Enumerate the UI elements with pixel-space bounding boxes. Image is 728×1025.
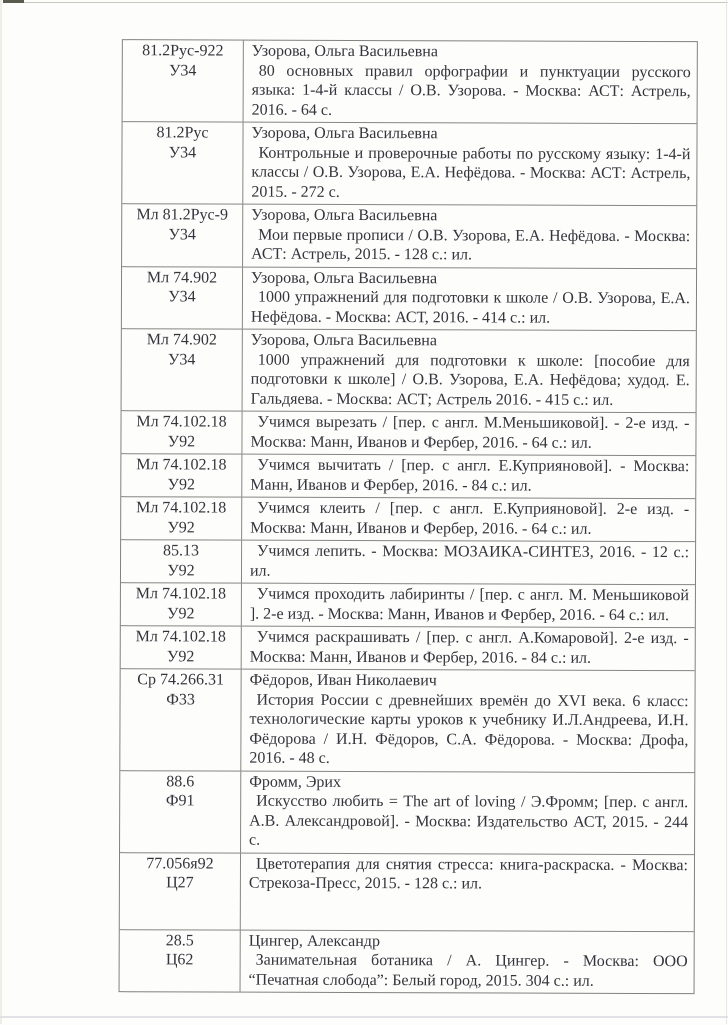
entry-author: Цингер, Александр [248,932,380,950]
entry-cell [243,330,696,413]
entry-description: Контрольные и проверочные работы по русскому языку: 1-4-й классы / О.В. Узорова, Е.А. Нефёдова. - Москва: АСТ: Астрель, 2015. - 272 с. [251,144,691,201]
entry-cell [242,627,695,671]
call-class: 28.5 [165,931,194,949]
entry-author: Узорова, Ольга Васильевна [251,124,438,143]
entry-description: Цветотерапия для снятия стресса: книга-раскраска. - Москва: Стрекоза-Пресс, 2015. - 128 с.: ил. [248,855,689,893]
entry-author: Узорова, Ольга Васильевна [251,206,438,225]
entry-cell [243,267,696,330]
table-row [122,122,696,206]
call-number-cell [121,540,242,582]
entry-cell [241,670,694,772]
entry-description: Искусство любить = The art of loving / Э.Фромм; [пер. с англ. А.В. Александровой]. - Москва: Издательство АСТ, 2015. - 244 с. [249,792,689,849]
table-row [120,669,694,773]
table-row [122,267,696,332]
call-author-mark: У92 [167,475,195,493]
entry-cell [243,123,696,206]
scan-edge-artifact [3,0,24,3]
call-number-cell [120,853,241,929]
scan-edge-artifact [0,1016,728,1018]
entry-description: Учимся вырезать / [пер. с англ. М.Меньшиковой]. - 2-е изд. - Москва: Манн, Иванов и Фербер, 2016. - 64 с.: ил. [250,413,690,452]
call-number-cell [122,267,243,329]
scan-edge-artifact [18,2,728,3]
entry-cell [242,541,695,585]
call-author-mark: У34 [168,350,196,368]
table-row [120,853,694,932]
call-class: Мл 74.102.18 [136,456,227,474]
call-author-mark: У34 [168,143,197,161]
call-class: 85.13 [163,542,200,560]
table-row [121,626,695,671]
call-author-mark: У34 [168,225,196,243]
table-row [122,204,696,269]
call-author-mark: Ф33 [166,690,195,708]
entry-description: Учимся лепить. - Москва: МОЗАИКА-СИНТЕЗ, 2016. - 12 с.: ил. [249,542,690,580]
call-number-cell [120,669,241,770]
entry-description: 80 основных правил орфографии и пунктуации русского языка: 1-4-й классы / О.В. Узорова. - Москва: АСТ: Астрель, 2016. - 64 с. [251,62,691,119]
entry-cell [243,205,696,268]
call-class: Мл 74.102.18 [135,628,226,646]
entry-description: Учимся вычитать / [пер. с англ. Е.Куприяновой]. - Москва: Манн, Иванов и Фербер, 2016. - 84 с.: ил. [250,456,690,495]
entry-cell [244,41,697,124]
scan-edge-artifact [0,0,2,1024]
table-row [121,411,695,456]
table-row [120,930,694,994]
call-class: Мл 74.102.18 [135,585,227,603]
call-author-mark: У34 [168,288,196,306]
call-class: Мл 74.102.18 [136,413,227,431]
entry-author: Фёдоров, Иван Николаевич [249,671,437,690]
entry-description: 1000 упражнений для подготовки к школе / О.В. Узорова, Е.А. Нефёдова. - Москва: АСТ, 2016. - 414 с.: ил. [250,288,690,327]
entry-cell [241,771,694,854]
entry-cell [242,498,695,542]
call-class: 81.2Рус [156,124,209,142]
call-number-cell [121,497,242,539]
call-number-cell [122,204,243,266]
call-author-mark: Ц62 [165,951,194,969]
entry-cell [242,455,695,499]
call-number-cell [120,930,241,992]
call-author-mark: У34 [169,61,197,79]
call-author-mark: У92 [167,561,195,579]
entry-description: Учимся клеить / [пер. с англ. Е.Куприяновой]. 2-е изд. - Москва: Манн, Иванов и Фербер, 2016. - 64 с.: ил. [250,499,690,538]
entry-author: Узорова, Ольга Васильевна [251,42,438,61]
entry-author: Фромм, Эрих [249,773,342,791]
call-number-cell [122,329,243,410]
call-class: 81.2Рус-922 [142,42,224,60]
call-number-cell [122,122,243,203]
call-author-mark: У92 [167,518,195,536]
call-class: 88.6 [166,772,195,790]
call-class: Мл 81.2Рус-9 [136,206,229,224]
call-author-mark: Ф91 [165,792,195,810]
call-number-cell [120,771,241,852]
call-number-cell [123,40,244,121]
call-number-cell [121,411,242,453]
call-author-mark: Ц27 [166,874,194,892]
entry-description: Занимательная ботаника / А. Цингер. - Москва: ООО “Печатная слобода”: Белый город, 2015. 304 с.: ил. [248,951,688,990]
entry-description: Мои первые прописи / О.В. Узорова, Е.А. Нефёдова. - Москва: АСТ: Астрель, 2015. - 128 с.: ил. [251,226,691,264]
entry-cell [241,930,694,993]
entry-description: История России с древнейших времён до XVI века. 6 класс: технологические карты уроков к учебнику И.Л.Андреева, И.Н. Фёдорова / И.Н. Фёдоров, С.А. Фёдорова. - Москва: Дрофа, 2016. - 48 с. [249,691,689,767]
scan-edge-artifact [726,0,727,1024]
table-row [121,583,695,628]
call-class: Мл 74.902 [146,331,217,349]
table-row [121,454,695,499]
table-row [123,40,697,124]
call-class: Ср 74.266.31 [137,671,224,689]
entry-cell [242,584,695,628]
call-number-cell [121,583,242,625]
call-number-cell [121,454,242,496]
call-author-mark: У92 [167,432,196,450]
entry-description: 1000 упражнений для подготовки к школе: [пособие для подготовки к школе] / О.В. Узорова, Е.А. Нефёдова; худод. Е. Гальдяева. - Москва: АСТ; Астрель 2016. - 415 с.: ил. [250,351,690,409]
table-row [121,540,695,585]
call-class: Мл 74.102.18 [136,499,227,517]
entry-description: Учимся раскрашивать / [пер. с англ. А.Комаровой]. 2-е изд. - Москва: Манн, Иванов и Фербер, 2016. - 84 с.: ил. [249,628,689,667]
table-row [120,771,694,855]
call-class: 77.056я92 [146,854,214,872]
call-number-cell [121,626,242,668]
entry-author: Узорова, Ольга Васильевна [250,331,437,350]
entry-author: Узорова, Ольга Васильевна [251,269,438,287]
table-row [122,329,696,413]
call-author-mark: У92 [167,604,195,622]
table-row [121,497,695,542]
call-class: Мл 74.902 [146,268,218,287]
entry-cell [241,853,694,931]
entry-description: Учимся проходить лабиринты / [пер. с англ. М. Меньшиковой ]. 2-е изд. - Москва: Манн, Иванов и Фербер, 2016. - 64 с.: ил. [249,585,689,624]
catalog-table [119,39,698,994]
call-author-mark: У92 [167,647,195,665]
entry-cell [242,412,695,456]
